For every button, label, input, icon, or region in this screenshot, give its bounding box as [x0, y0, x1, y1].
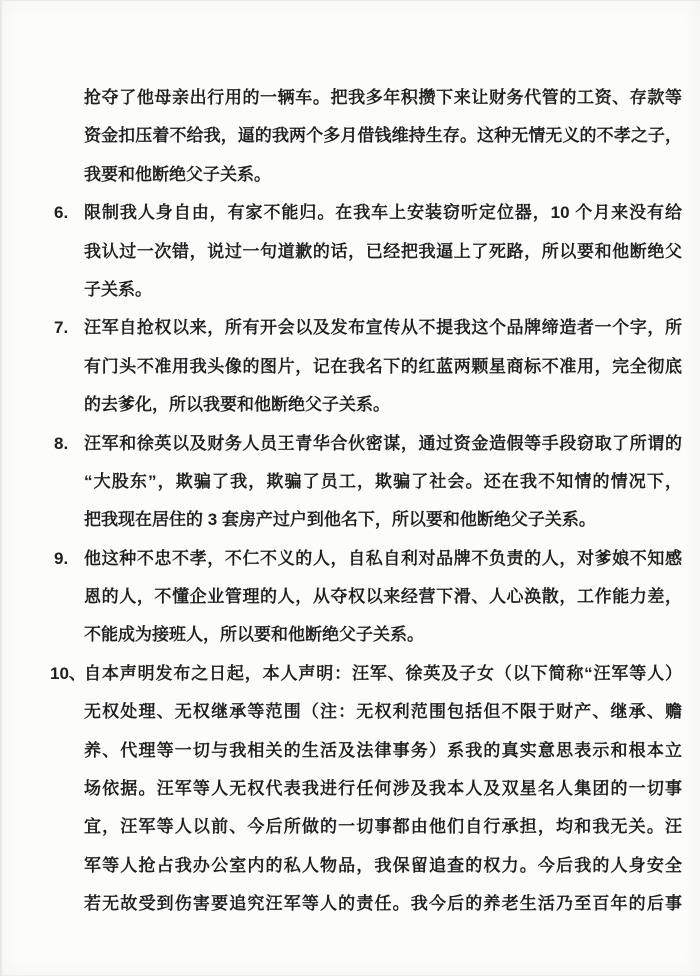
text-line: 军等人抢占我办公室内的私人物品，我保留追查的权力。今后我的人身安全 — [84, 855, 682, 875]
text-line: 若无故受到伤害要追究汪军等人的责任。我今后的养老生活乃至百年的后事 — [84, 894, 682, 914]
list-item-6 — [54, 194, 682, 309]
item-number: 6. — [54, 203, 69, 223]
item-number: 10、 — [50, 663, 86, 683]
text-line: 我认过一次错，说过一句道歉的话，已经把我逼上了死路，所以要和他断绝父 — [84, 241, 682, 261]
item-number: 8. — [54, 433, 69, 453]
paragraph-continuation — [84, 79, 682, 194]
item-number: 7. — [54, 318, 69, 338]
text-line: 自本声明发布之日起，本人声明：汪军、徐英及子女（以下简称“汪军等人） — [84, 663, 682, 683]
text-line: 养、代理等一切与我相关的生活及法律事务）系我的真实意思表示和根本立 — [84, 740, 682, 760]
text-line: 无权处理、无权继承等范围（注：无权利范围包括但不限于财产、继承、赡 — [84, 702, 682, 722]
text-line: 资金扣压着不给我，逼的我两个多月借钱维持生存。这种无情无义的不孝之子， — [84, 126, 682, 146]
text-line: 有门头不准用我头像的图片，记在我名下的红蓝两颗星商标不准用，完全彻底 — [84, 356, 682, 376]
text-line: 限制我人身自由，有家不能归。在我车上安装窃听定位器，10 个月来没有给 — [84, 203, 682, 223]
text-line: 抢夺了他母亲出行用的一辆车。把我多年积攒下来让财务代管的工资、存款等 — [84, 88, 682, 107]
item-number: 9. — [54, 548, 69, 568]
document-body — [50, 79, 682, 924]
text-line: 他这种不忠不孝，不仁不义的人，自私自利对品牌不负责的人，对爹娘不知感 — [84, 548, 682, 568]
text-line: 宜，汪军等人以前、今后所做的一切事都由他们自行承担，均和我无关。汪 — [84, 817, 682, 837]
text-line: 不能成为接班人，所以要和他断绝父子关系。 — [84, 625, 424, 645]
list-item-8 — [54, 425, 682, 540]
text-line: 汪军自抢权以来，所有开会以及发布宣传从不提我这个品牌缔造者一个字，所 — [84, 318, 682, 338]
text-line: 子关系。 — [84, 279, 152, 299]
list-item-10 — [50, 655, 682, 924]
list-item-7 — [54, 309, 682, 424]
text-line: 我要和他断绝父子关系。 — [84, 164, 271, 184]
text-line: 恩的人，不懂企业管理的人，从夺权以来经营下滑、人心涣散，工作能力差， — [84, 587, 682, 607]
list-item-9 — [54, 540, 682, 655]
text-line: 汪军和徐英以及财务人员王青华合伙密谋，通过资金造假等手段窃取了所谓的 — [84, 433, 682, 453]
text-line: 场依据。汪军等人无权代表我进行任何涉及我本人及双星名人集团的一切事 — [84, 779, 682, 799]
text-line: “大股东”，欺骗了我，欺骗了员工，欺骗了社会。还在我不知情的情况下， — [84, 471, 682, 491]
text-line: 的去爹化，所以我要和他断绝父子关系。 — [84, 395, 390, 415]
text-line: 把我现在居住的 3 套房产过户到他名下，所以要和他断绝父子关系。 — [84, 510, 596, 530]
